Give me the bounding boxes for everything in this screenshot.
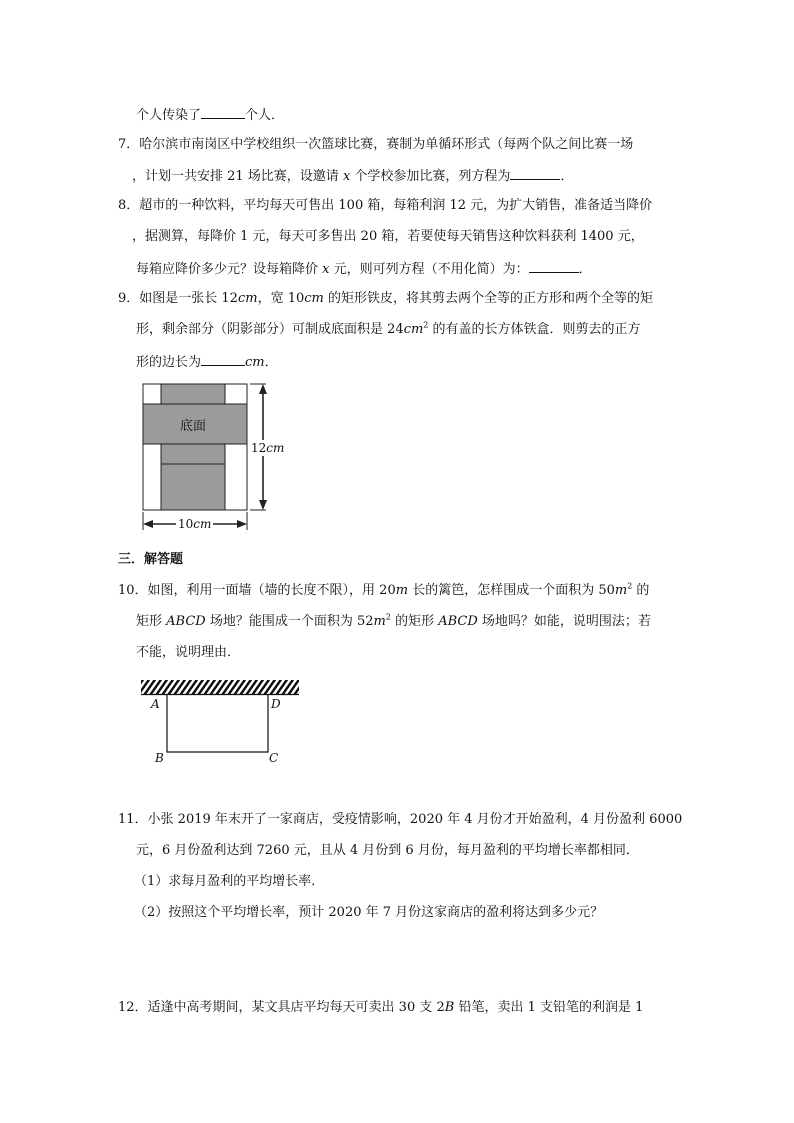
q7-answer-blank[interactable]	[510, 167, 560, 180]
q9-shaded-bottom	[161, 464, 225, 510]
q9-arrow-head	[259, 384, 267, 394]
q6-text-a: 个人传染了	[136, 108, 202, 123]
q9-height-unit: cm	[266, 441, 285, 455]
q9-height-value: 12	[251, 441, 267, 455]
q9-text-1a: 如图是一张长 12	[139, 291, 238, 306]
q10-text-2b: 场地？能围成一个面积为 52	[205, 614, 374, 629]
q9-unit-2: cm	[304, 291, 324, 306]
q8-text-3b: 元，则可列方程（不用化简）为：	[329, 262, 529, 277]
q8-line2	[132, 229, 644, 245]
q7-text-end: ．	[560, 169, 574, 184]
q9-line3	[136, 353, 278, 371]
q10-abcd-1: ABCD	[166, 614, 206, 629]
q9-text-2b: 的有盖的长方体铁盒．则剪去的正方	[428, 322, 641, 337]
q8-answer-blank[interactable]	[529, 260, 579, 273]
q11-sub2-text: （2）按照这个平均增长率，预计 2020 年 7 月份这家商店的盈利将达到多少元？	[134, 905, 604, 920]
q11-text-1: 小张 2019 年末开了一家商店，受疫情影响，2020 年 4 月份才开始盈利，4 月份盈利 6000	[147, 812, 683, 827]
q8-number: 8．	[118, 198, 140, 213]
q12-number: 12．	[118, 1000, 148, 1015]
q10-unit-1: m	[395, 583, 409, 598]
q9-width-unit: cm	[193, 517, 212, 531]
q9-shaded-top	[161, 384, 225, 404]
q10-line2	[136, 614, 651, 630]
q10-abcd-2: ABCD	[438, 614, 478, 629]
q10-text-2a: 矩形	[136, 614, 167, 629]
q10-text-3: 不能，说明理由．	[136, 645, 241, 660]
q8-text-2: ，据测算，每降价 1 元，每天可多售出 20 箱，若要使每天销售这种饮料获利 1400 元，	[132, 229, 644, 244]
q7-var-x: x	[342, 169, 351, 184]
q10-label-a: A	[151, 697, 160, 711]
q7-line2	[132, 167, 573, 185]
section-title-text: 三．解答题	[118, 552, 184, 567]
q9-shaded-lower	[161, 444, 225, 464]
q8-var-x: x	[322, 262, 330, 277]
q9-text-3a: 形的边长为	[136, 355, 202, 370]
q10-line3	[136, 645, 240, 661]
q7-number: 7．	[118, 137, 140, 152]
q12-line1	[118, 1000, 643, 1016]
q10-text-1a: 如图，利用一面墙（墙的长度不限），用 20	[147, 583, 396, 598]
q10-text-1b: 长的篱笆，怎样围成一个面积为 50	[408, 583, 615, 598]
q9-number: 9．	[118, 291, 140, 306]
q11-sub1	[134, 874, 324, 890]
q9-base-label: 底面	[179, 419, 207, 434]
q10-figure	[138, 676, 304, 770]
q9-arrow-head	[259, 500, 267, 510]
q8-text-3a: 每箱应降价多少元？设每箱降价	[136, 262, 323, 277]
q11-text-2: 元，6 月份盈利达到 7260 元，且从 4 月份到 6 月份，每月盈利的平均增长率都相同．	[136, 843, 639, 858]
q9-text-end: ．	[264, 355, 278, 370]
q8-text-1: 超市的一种饮料，平均每天可售出 100 箱，每箱利润 12 元，为扩大销售，准备适当降价	[139, 198, 653, 213]
q11-line2	[136, 843, 639, 859]
q10-text-1c: 的	[632, 583, 650, 598]
q9-text-2a: 形，剩余部分（阴影部分）可制成底面积是 24	[136, 322, 404, 337]
q10-label-b: B	[155, 751, 164, 765]
q11-number: 11．	[118, 812, 148, 827]
q10-line1	[118, 583, 649, 599]
q9-unit-1: cm	[237, 291, 258, 306]
q12-text-1a: 适逢中高考期间，某文具店平均每天可卖出 30 支 2	[147, 1000, 445, 1015]
q9-answer-blank[interactable]	[201, 353, 245, 366]
q9-arrow-head	[143, 520, 153, 528]
q10-unit-2: m	[614, 583, 628, 598]
q7-line1	[118, 137, 633, 153]
q9-line1	[118, 291, 653, 307]
q6-text-b: 个人．	[245, 108, 285, 123]
q8-line3	[136, 260, 592, 278]
q9-width-label	[176, 516, 213, 532]
q9-width-value: 10	[178, 517, 194, 531]
q9-unit-3: cm	[403, 322, 424, 337]
q7-text-1: 哈尔滨市南岗区中学校组织一次篮球比赛，赛制为单循环形式（每两个队之间比赛一场	[139, 137, 634, 152]
q10-wall-hatch	[141, 680, 299, 694]
q9-figure	[138, 378, 298, 534]
q9-text-1b: ，宽 10	[257, 291, 305, 306]
q6-answer-blank[interactable]	[201, 106, 245, 119]
q10-label-d: D	[271, 697, 281, 711]
q9-arrow-head	[237, 520, 247, 528]
q8-line1	[118, 198, 652, 214]
q9-height-label	[251, 440, 284, 456]
q12-text-1b: 铅笔，卖出 1 支铅笔的利润是 1	[454, 1000, 644, 1015]
section-title	[118, 552, 183, 568]
q11-sub1-text: （1）求每月盈利的平均增长率．	[134, 874, 325, 889]
q10-text-2c: 的矩形	[390, 614, 439, 629]
q9-sup-2: 2	[423, 320, 429, 330]
q9-line2	[136, 322, 641, 338]
q6-line1	[136, 106, 284, 124]
q10-sup-2: 2	[385, 612, 391, 622]
q10-unit-3: m	[373, 614, 386, 629]
q9-text-1c: 的矩形铁皮，将其剪去两个全等的正方形和两个全等的矩	[323, 291, 654, 306]
q7-text-2a: ，计划一共安排 21 场比赛，设邀请	[132, 169, 343, 184]
q8-text-end: ．	[578, 262, 592, 277]
q11-sub2	[134, 905, 603, 921]
q12-var-b: B	[444, 1000, 455, 1015]
q11-line1	[118, 812, 682, 828]
q10-text-2d: 场地吗？如能，说明围法；若	[477, 614, 651, 629]
q10-number: 10．	[118, 583, 148, 598]
q10-label-c: C	[269, 751, 279, 765]
q10-sup-1: 2	[627, 581, 633, 591]
q7-text-2b: 个学校参加比赛，列方程为	[350, 169, 511, 184]
q9-unit-4: cm	[245, 355, 265, 370]
q10-fence	[167, 695, 268, 752]
